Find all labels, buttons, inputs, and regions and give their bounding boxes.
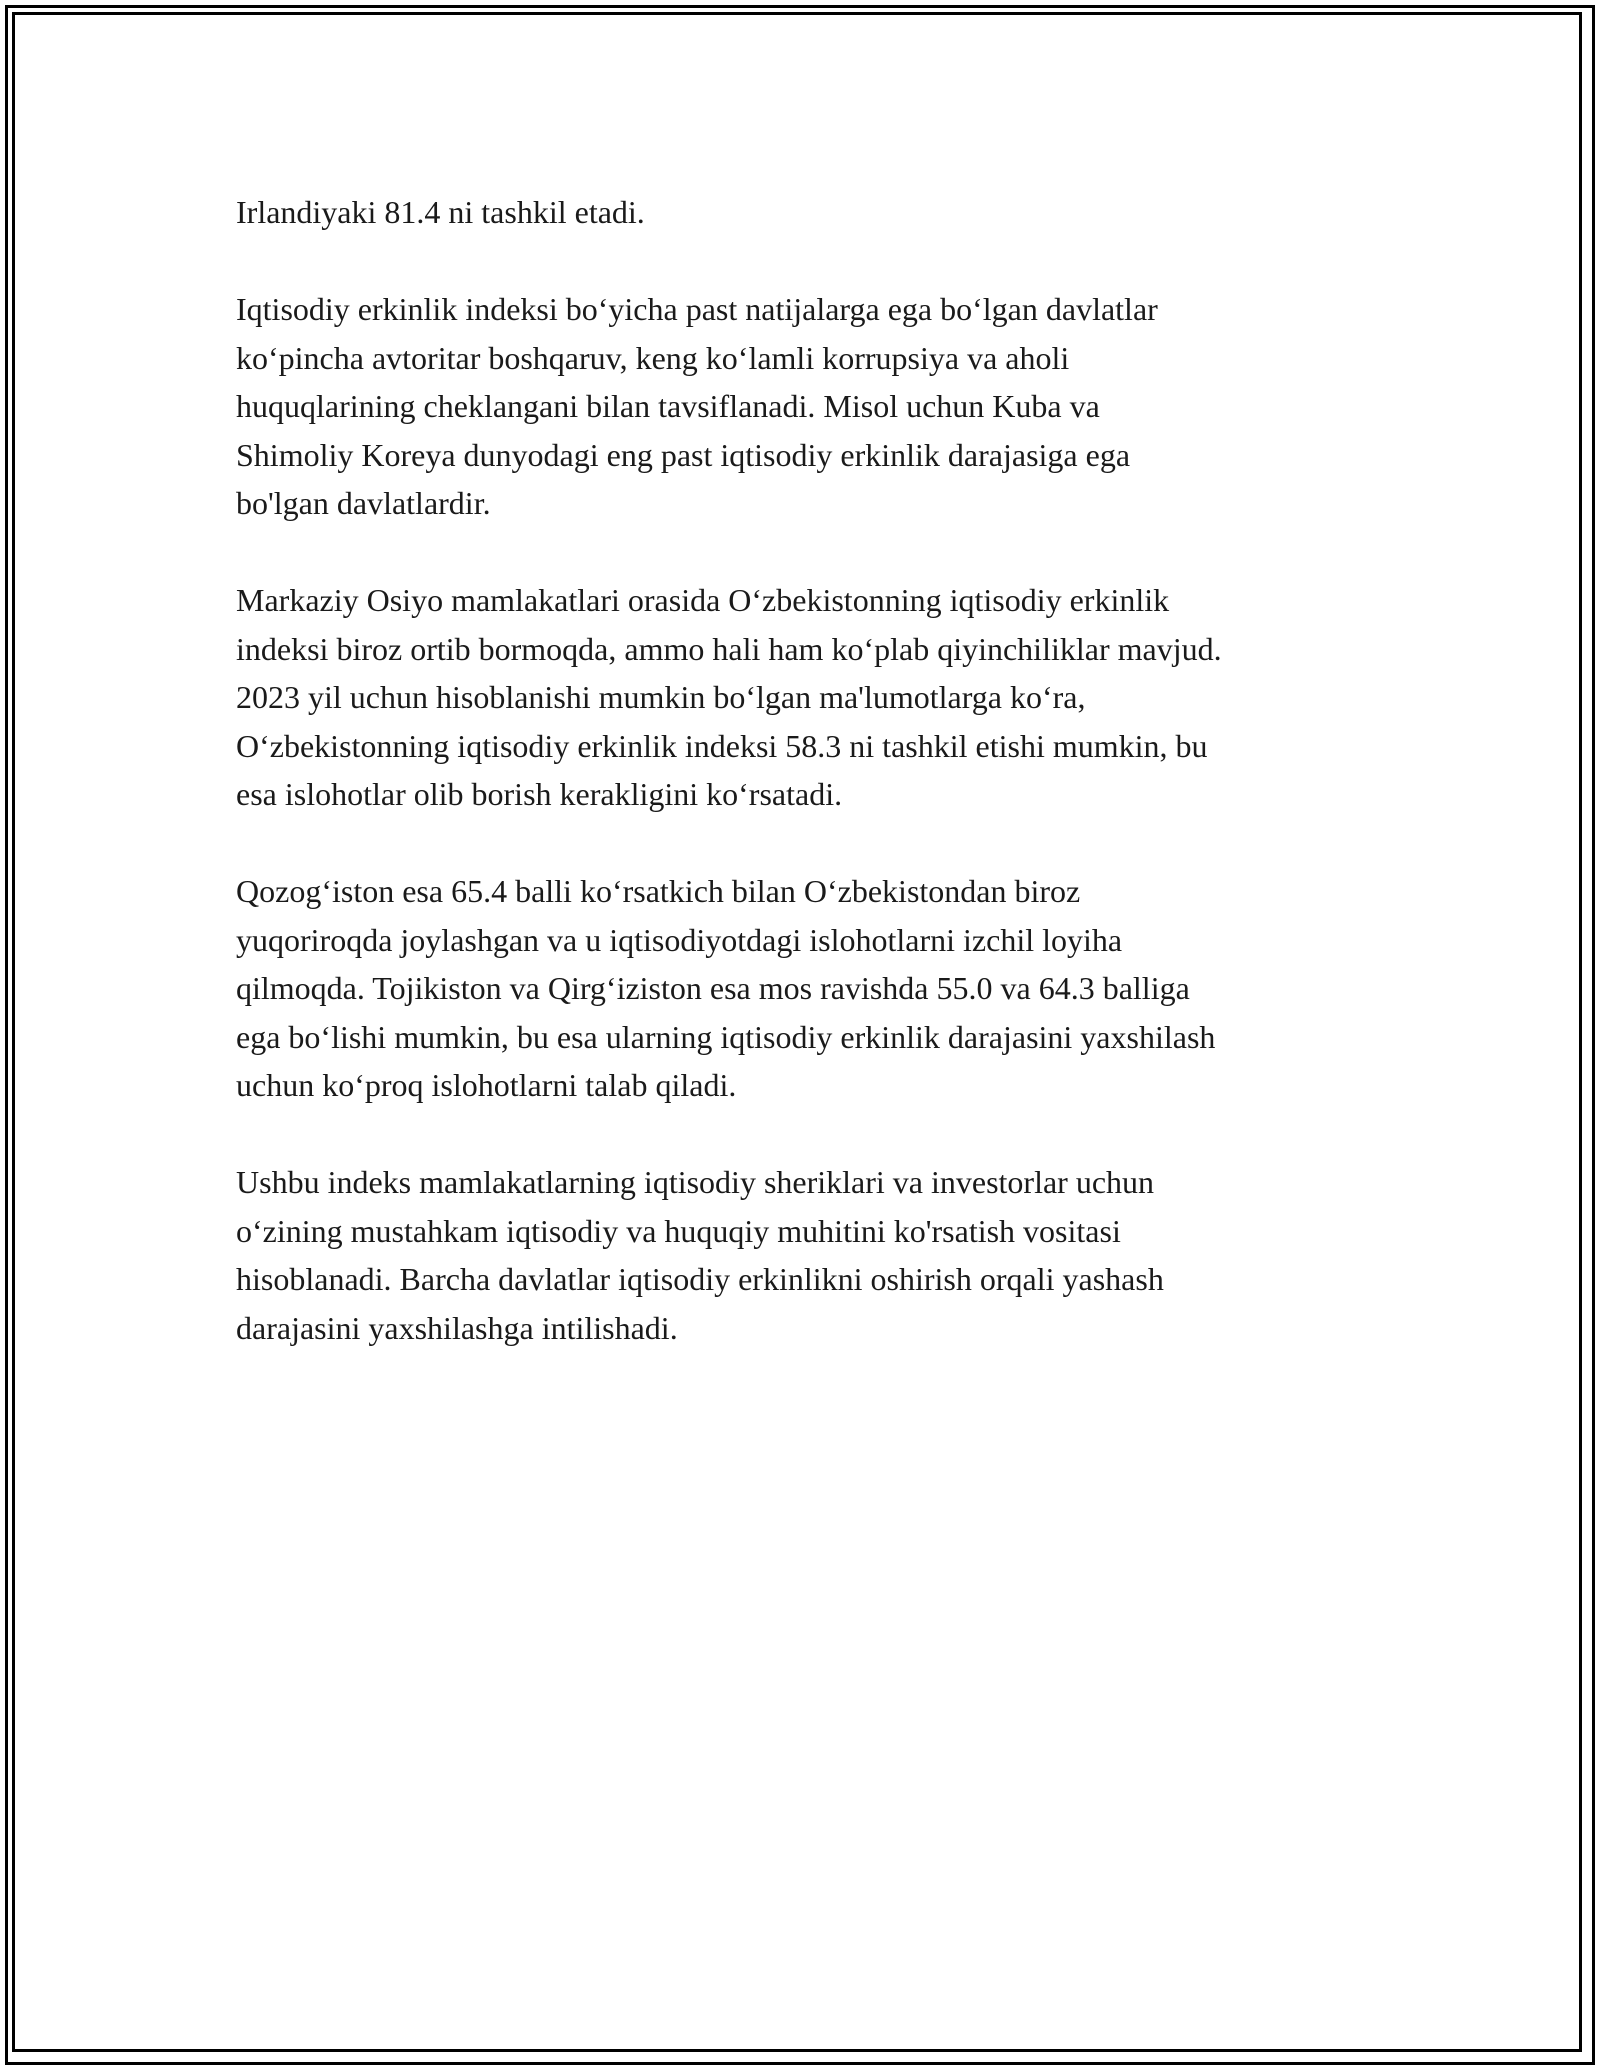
paragraph-conclusion: Ushbu indeks mamlakatlarning iqtisodiy sheriklari va investorlar uchun o‘zining mustahkam iqtisodiy va huquqiy muhitini ko'rsatish vositasi hisoblanadi. Barcha davlatlar iqtisodiy erkinlikni oshirish orqali yashash darajasini yaxshilashga intilishadi. bbox=[236, 1164, 1164, 1346]
document-body bbox=[236, 188, 1386, 1401]
paragraph-low-ranking-countries: Iqtisodiy erkinlik indeksi bo‘yicha past natijalarga ega bo‘lgan davlatlar ko‘pincha avtoritar boshqaruv, keng ko‘lamli korrupsiya va aholi huquqlarining cheklangani bilan tavsiflanadi. Misol uchun Kuba va Shimoliy Koreya dunyodagi eng past iqtisodiy erkinlik darajasiga ega bo'lgan davlatlardir. bbox=[236, 291, 1158, 521]
paragraph-central-asia-neighbors: Qozog‘iston esa 65.4 balli ko‘rsatkich bilan O‘zbekistondan biroz yuqoriroqda joylashgan va u iqtisodiyotdagi islohotlarni izchil loyiha qilmoqda. Tojikiston va Qirg‘iziston esa mos ravishda 55.0 va 64.3 balliga ega bo‘lishi mumkin, bu esa ularning iqtisodiy erkinlik darajasini yaxshilash uchun ko‘proq islohotlarni talab qiladi. bbox=[236, 873, 1216, 1103]
paragraph-ireland-score: Irlandiyaki 81.4 ni tashkil etadi. bbox=[236, 194, 645, 230]
paragraph-uzbekistan: Markaziy Osiyo mamlakatlari orasida O‘zbekistonning iqtisodiy erkinlik indeksi biroz ortib bormoqda, ammo hali ham ko‘plab qiyinchiliklar mavjud. 2023 yil uchun hisoblanishi mumkin bo‘lgan ma'lumotlarga ko‘ra, O‘zbekistonning iqtisodiy erkinlik indeksi 58.3 ni tashkil etishi mumkin, bu esa islohotlar olib borish kerakligini ko‘rsatadi. bbox=[236, 582, 1222, 812]
